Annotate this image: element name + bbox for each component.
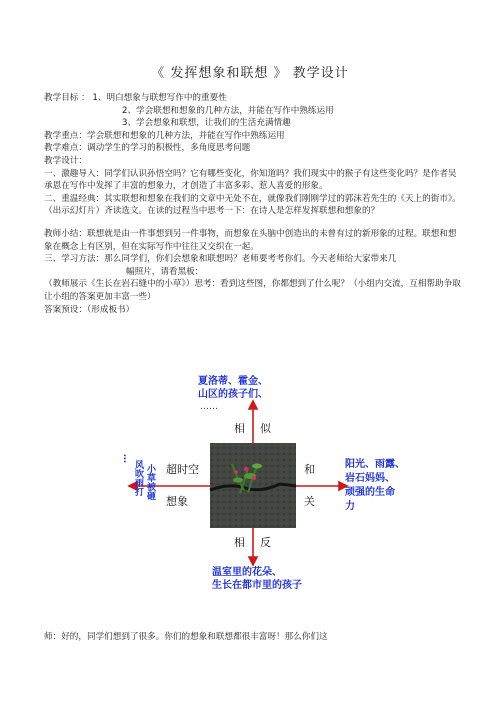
- similar-char-1: 相: [234, 422, 245, 435]
- right-label-line-2: 岩石妈妈、: [345, 473, 395, 484]
- bottom-label-line-2: 生长在都市里的孩子: [212, 580, 302, 591]
- design-label: 教学设计：: [44, 155, 87, 166]
- objectives-line-2: 2、学会联想和想象的几种方法，并能在写作中熟练运用: [122, 105, 334, 116]
- top-label-line-1: 夏洛蒂、霍金、: [198, 376, 268, 387]
- bottom-label-line-1: 温室里的花朵、: [212, 567, 282, 578]
- arrow-up-head: [249, 401, 257, 409]
- page-title: 《 发挥想象和联想 》 教学设计: [151, 66, 349, 81]
- rock-grass-photo: [210, 443, 296, 528]
- left-vertical-col-3: …: [121, 454, 131, 463]
- opposite-char-1: 相: [234, 536, 245, 549]
- show-photo-question: （教师展示《生长在岩石缝中的小草》）思考：看到这些图，你都想到了什么呢？（小组内交流，互相帮助争取让小组的答案更加丰富一些）: [44, 279, 461, 302]
- objectives-line-3: 3、学会想象和联想，让我们的生活充满情趣: [122, 118, 291, 129]
- right-label-line-1: 阳光、雨露、: [345, 459, 405, 470]
- objectives-line-1: 教学目标 ： 1、明白想象与联想写作中的重要性: [44, 93, 227, 103]
- right-bottom-label: 关: [304, 495, 315, 508]
- left-top-label: 超时空: [166, 463, 199, 476]
- section-classic: 二、重温经典：其实联想和想象在我们的文章中无处不在，就像我们刚刚学过的郭沫若先生的《天上的街市》。（出示幻灯片）齐读选文。在读的过程当中思考一下：在诗人是怎样发挥联想和想象的？: [44, 193, 461, 217]
- opposite-char-2: 反: [260, 536, 271, 549]
- section-intro: 一、激趣导入：同学们认识孙悟空吗？它有哪些变化，你知道吗？我们现实中的猴子有这些变化吗？是作者吴承恩在写作中发挥了丰富的想象力，才创造了丰富多彩、惹人喜爱的形象。: [44, 168, 457, 192]
- top-label-line-2: 山区的孩子们、: [198, 389, 268, 400]
- lesson-body: [44, 92, 464, 316]
- left-vertical-col-1: 风吹雨打: [133, 460, 143, 496]
- top-label-dots: ……: [200, 402, 218, 412]
- left-vertical-col-2: 小草被砸: [145, 464, 155, 500]
- association-diagram: [120, 368, 420, 593]
- left-bottom-label: 想象: [166, 495, 188, 508]
- section-method-line-1: 三、学习方法：那么同学们，你们会想象和联想吗？老师要考考你们。今天老师给大家带来几: [44, 254, 397, 265]
- difficulty: 教学难点：调动学生的学习的积极性，多角度思考问题: [44, 143, 251, 154]
- right-label-line-3: 顽强的生命: [345, 487, 395, 498]
- right-label-line-4: 力: [345, 501, 355, 512]
- teacher-summary: 教师小结：联想就是由一件事想到另一件事物，而想象在头脑中创造出的未曾有过的新形象的过程。联想和想象在概念上有区别，但在实际写作中往往又交织在一起。: [44, 228, 457, 252]
- answer-label: 答案预设：（形成板书）: [44, 304, 135, 315]
- similar-char-2: 似: [260, 422, 271, 435]
- key-point: 教学重点：学会联想和想象的几种方法，并能在写作中熟练运用: [44, 130, 285, 141]
- right-top-label: 和: [304, 463, 315, 476]
- footer-line: 师：好的，同学们想到了很多。你们的想象和联想都很丰富呀！那么你们这: [44, 632, 328, 642]
- section-method-line-2: 幅照片，请看黑板：: [126, 266, 204, 277]
- arrow-down-head: [249, 557, 257, 565]
